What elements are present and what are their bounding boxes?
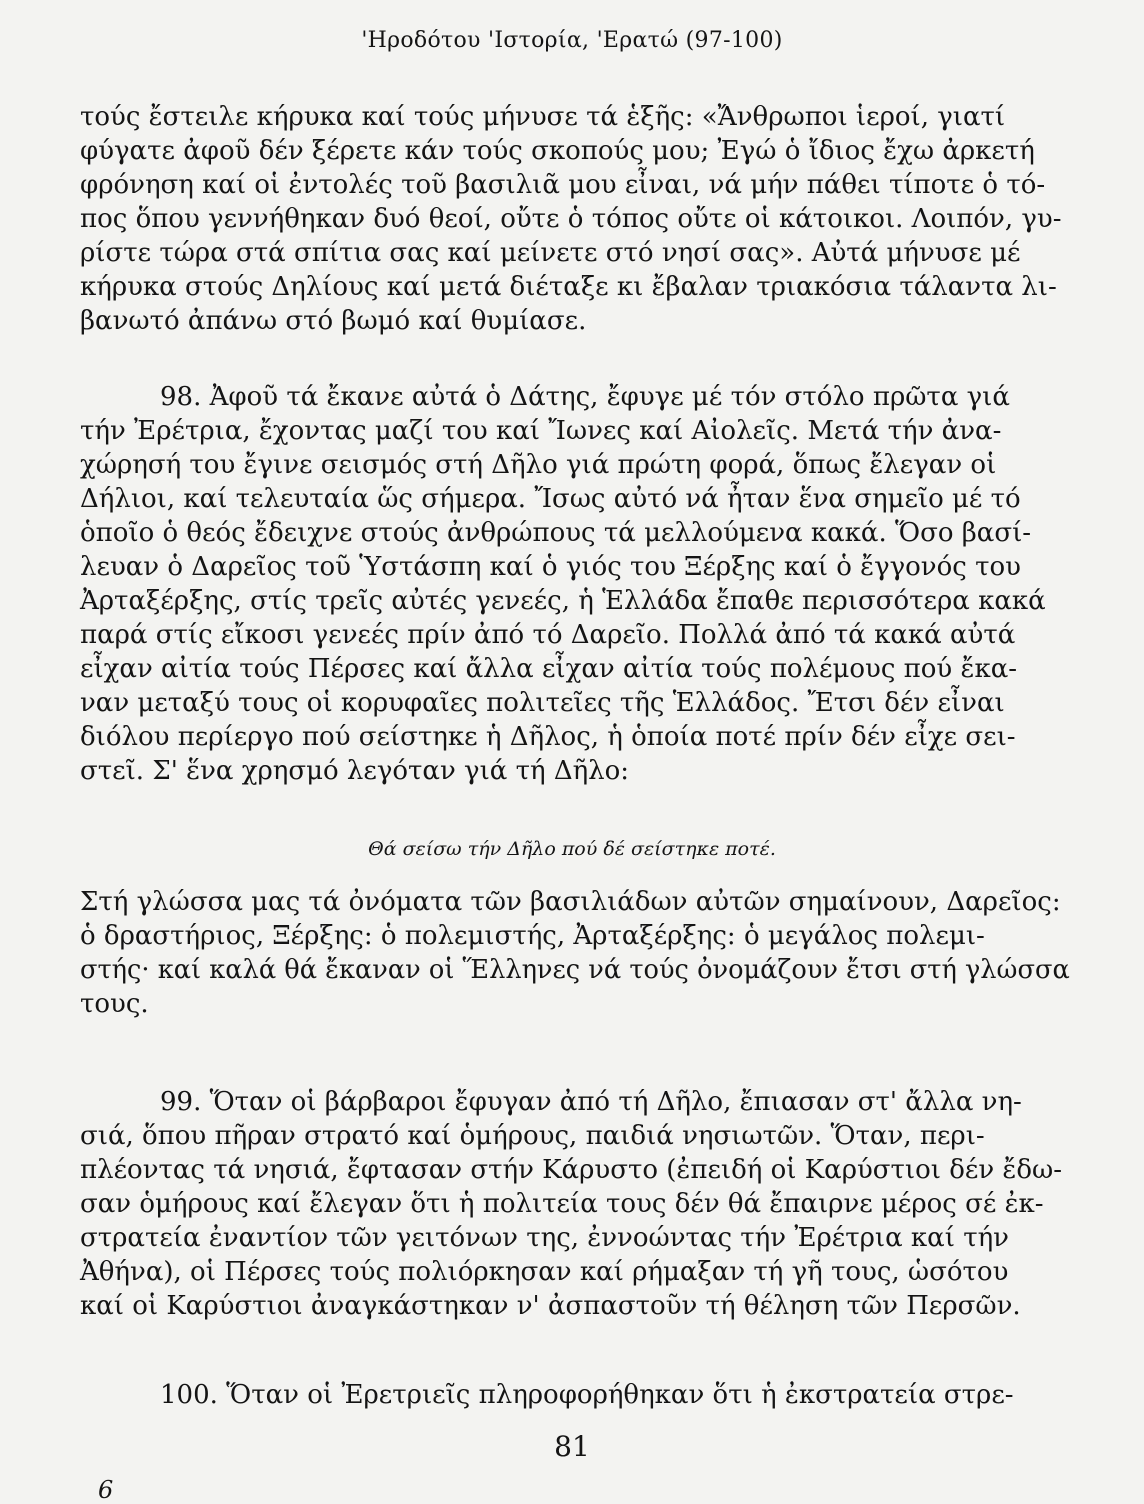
text-line: τους.: [80, 989, 149, 1019]
text-line: πος ὅπου γεννήθηκαν δυό θεοί, οὔτε ὁ τόπος οὔτε οἱ κάτοικοι. Λοιπόν, γυ-: [80, 204, 1062, 234]
text-line: 98. Ἀφοῦ τά ἔκανε αὐτά ὁ Δάτης, ἔφυγε μέ τόν στόλο πρῶτα γιά: [160, 382, 1010, 412]
text-line: ναν μεταξύ τους οἱ κορυφαῖες πολιτεῖες τῆς Ἑλλάδος. Ἔτσι δέν εἶναι: [80, 688, 1005, 718]
text-line: στεῖ. Σ' ἕνα χρησμό λεγόταν γιά τή Δῆλο:: [80, 756, 630, 786]
text-line: λευαν ὁ Δαρεῖος τοῦ Ὑστάσπη καί ὁ γιός του Ξέρξης καί ὁ ἔγγονός του: [80, 552, 1021, 582]
text-line: ὁποῖο ὁ θεός ἔδειχνε στούς ἀνθρώπους τά μελλούμενα κακά. Ὅσο βασί-: [80, 518, 1032, 548]
paragraph-98-continuation: [80, 885, 1070, 1021]
paragraph-99: [80, 1085, 1070, 1323]
text-line: φρόνηση καί οἱ ἐντολές τοῦ βασιλιᾶ μου εἶναι, νά μήν πάθει τίποτε ὁ τό-: [80, 170, 1046, 200]
running-head: 'Ηροδότου 'Ιστορία, 'Ερατώ (97-100): [361, 28, 783, 53]
text-line: στρατεία ἐναντίον τῶν γειτόνων της, ἐννοώντας τήν Ἐρέτρια καί τήν: [80, 1223, 1009, 1253]
text-line: βανωτό ἀπάνω στό βωμό καί θυμίασε.: [80, 306, 587, 336]
text-line: τήν Ἐρέτρια, ἔχοντας μαζί του καί Ἴωνες καί Αἰολεῖς. Μετά τήν ἀνα-: [80, 416, 1002, 446]
text-line: τούς ἔστειλε κήρυκα καί τούς μήνυσε τά ἑξῆς: «Ἄνθρωποι ἱεροί, γιατί: [80, 102, 1006, 132]
text-line: ὁ δραστήριος, Ξέρξης: ὁ πολεμιστής, Ἀρταξέρξης: ὁ μεγάλος πολεμι-: [80, 921, 985, 951]
text-line: Στή γλώσσα μας τά ὀνόματα τῶν βασιλιάδων αὐτῶν σημαίνουν, Δαρεῖος:: [80, 887, 1061, 917]
text-line: Ἀρταξέρξης, στίς τρεῖς αὐτές γενεές, ἡ Ἑλλάδα ἔπαθε περισσότερα κακά: [80, 586, 1046, 616]
page-number: 81: [554, 1430, 590, 1463]
text-line: παρά στίς εἴκοσι γενεές πρίν ἀπό τό Δαρεῖο. Πολλά ἀπό τά κακά αὐτά: [80, 620, 1016, 650]
text-line: Ἀθήνα), οἱ Πέρσες τούς πολιόρκησαν καί ρήμαξαν τή γῆ τους, ὡσότου: [80, 1257, 1009, 1287]
text-line: σαν ὁμήρους καί ἔλεγαν ὅτι ἡ πολιτεία τους δέν θά ἔπαιρνε μέρος σέ ἐκ-: [80, 1189, 1044, 1219]
oracle-quote: Θά σείσω τήν Δῆλο πού δέ σείστηκε ποτέ.: [368, 838, 776, 860]
text-line: 99. Ὅταν οἱ βάρβαροι ἔφυγαν ἀπό τή Δῆλο, ἔπιασαν στ' ἄλλα νη-: [160, 1087, 1022, 1117]
text-line: καί οἱ Καρύστιοι ἀναγκάστηκαν ν' ἀσπαστοῦν τή θέληση τῶν Περσῶν.: [80, 1291, 1021, 1321]
text-line: Δήλιοι, καί τελευταία ὥς σήμερα. Ἴσως αὐτό νά ἦταν ἕνα σημεῖο μέ τό: [80, 484, 1021, 514]
text-line: ρίστε τώρα στά σπίτια σας καί μείνετε στό νησί σας». Αὐτά μήνυσε μέ: [80, 238, 1021, 268]
text-line: στής· καί καλά θά ἔκαναν οἱ Ἕλληνες νά τούς ὀνομάζουν ἔτσι στή γλώσσα: [80, 955, 1070, 985]
text-line: πλέοντας τά νησιά, ἔφτασαν στήν Κάρυστο (ἐπειδή οἱ Καρύστιοι δέν ἔδω-: [80, 1155, 1063, 1185]
text-line: 100. Ὅταν οἱ Ἐρετριεῖς πληροφορήθηκαν ὅτι ἡ ἐκστρατεία στρε-: [160, 1380, 1014, 1410]
text-line: χώρησή του ἔγινε σεισμός στή Δῆλο γιά πρώτη φορά, ὅπως ἔλεγαν οἱ: [80, 450, 997, 480]
paragraph-97-end: [80, 100, 1070, 338]
paragraph-100-start: [80, 1378, 1070, 1412]
text-line: κήρυκα στούς Δηλίους καί μετά διέταξε κι ἔβαλαν τριακόσια τάλαντα λι-: [80, 272, 1057, 302]
text-line: εἶχαν αἰτία τούς Πέρσες καί ἄλλα εἶχαν αἰτία τούς πολέμους πού ἔκα-: [80, 654, 1018, 684]
text-line: σιά, ὅπου πῆραν στρατό καί ὁμήρους, παιδιά νησιωτῶν. Ὅταν, περι-: [80, 1121, 985, 1151]
signature-mark: 6: [98, 1476, 114, 1504]
text-line: φύγατε ἀφοῦ δέν ξέρετε κάν τούς σκοπούς μου; Ἐγώ ὁ ἴδιος ἔχω ἀρκετή: [80, 136, 1035, 166]
paragraph-98: [80, 380, 1070, 788]
text-line: διόλου περίεργο πού σείστηκε ἡ Δῆλος, ἡ ὁποία ποτέ πρίν δέν εἶχε σει-: [80, 722, 1016, 752]
